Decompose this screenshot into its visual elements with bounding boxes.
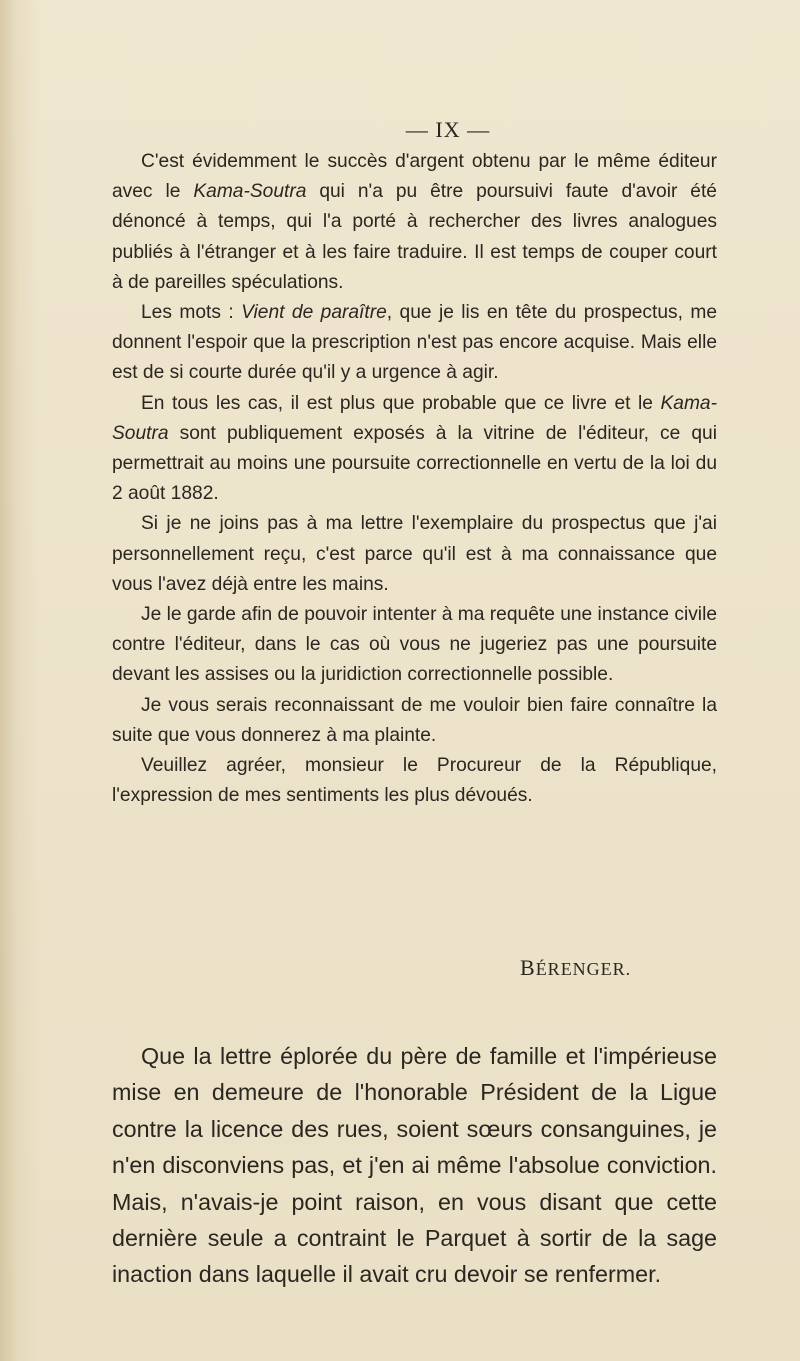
letter-paragraph bbox=[112, 298, 717, 389]
text-run: Je le garde afin de pouvoir intenter à ma requête une instance civile contre l'éditeur, dans le cas où vous ne jugeriez pas une poursuite devant les assises ou la juridiction correctionnelle possible. bbox=[112, 604, 717, 686]
italic-title: Kama-Soutra bbox=[193, 181, 307, 203]
text-run: En tous les cas, il est plus que probable que ce livre et le bbox=[141, 392, 661, 414]
letter-paragraph bbox=[112, 389, 717, 510]
letter-paragraph bbox=[112, 751, 717, 811]
text-run: Veuillez agréer, monsieur le Procureur de la République, l'expression de mes sentiments les plus dévoués. bbox=[112, 755, 717, 807]
signature-rest: ÉRENGER. bbox=[535, 959, 632, 979]
italic-title: Kama-Soutra bbox=[112, 392, 717, 444]
text-run: Que la lettre éplorée du père de famille et l'impérieuse mise en demeure de l'honorable Président de la Ligue contre la licence des rues, soient sœurs consanguines, je n'en disconviens pas, et j'en ai même l'absolue conviction. Mais, n'avais-je point raison, en vous disant que cette dernière seule a contraint le Parquet à sortir de la sage inaction dans laquelle il avait cru devoir se renfermer. bbox=[112, 1043, 717, 1288]
text-run: qui n'a pu être poursuivi faute d'avoir été dénoncé à temps, qui l'a porté à rechercher des livres analogues publiés à l'étranger et à les faire traduire. Il est temps de couper court à de pareilles spéculations. bbox=[112, 181, 717, 293]
letter-paragraph bbox=[112, 691, 717, 751]
signature bbox=[520, 955, 631, 981]
text-run: , que je lis en tête du prospectus, me donnent l'espoir que la prescription n'est pas encore acquise. Mais elle est de si courte durée qu'il y a urgence à agir. bbox=[112, 302, 718, 384]
text-run: Si je ne joins pas à ma lettre l'exemplaire du prospectus que j'ai personnellement reçu, c'est parce qu'il est à ma connaissance que vous l'avez déjà entre les mains. bbox=[112, 513, 717, 595]
letter-body bbox=[112, 147, 717, 811]
letter-paragraph bbox=[112, 147, 717, 298]
letter-paragraph bbox=[112, 509, 717, 600]
page-number: — IX — bbox=[405, 117, 491, 142]
signature-initial: B bbox=[520, 955, 536, 980]
letter-paragraph bbox=[112, 600, 717, 691]
text-run: Les mots : bbox=[141, 302, 242, 324]
commentary-paragraph bbox=[112, 1038, 717, 1293]
text-run: Je vous serais reconnaissant de me vouloir bien faire connaître la suite que vous donnerez à ma plainte. bbox=[112, 694, 717, 746]
commentary-body bbox=[112, 1038, 717, 1293]
italic-title: Vient de paraître bbox=[241, 302, 387, 324]
text-run: sont publiquement exposés à la vitrine de l'éditeur, ce qui permettrait au moins une poursuite correctionnelle en vertu de la loi du 2 août 1882. bbox=[112, 422, 717, 505]
text-run: C'est évidemment le succès d'argent obtenu par le même éditeur avec le bbox=[112, 151, 717, 203]
